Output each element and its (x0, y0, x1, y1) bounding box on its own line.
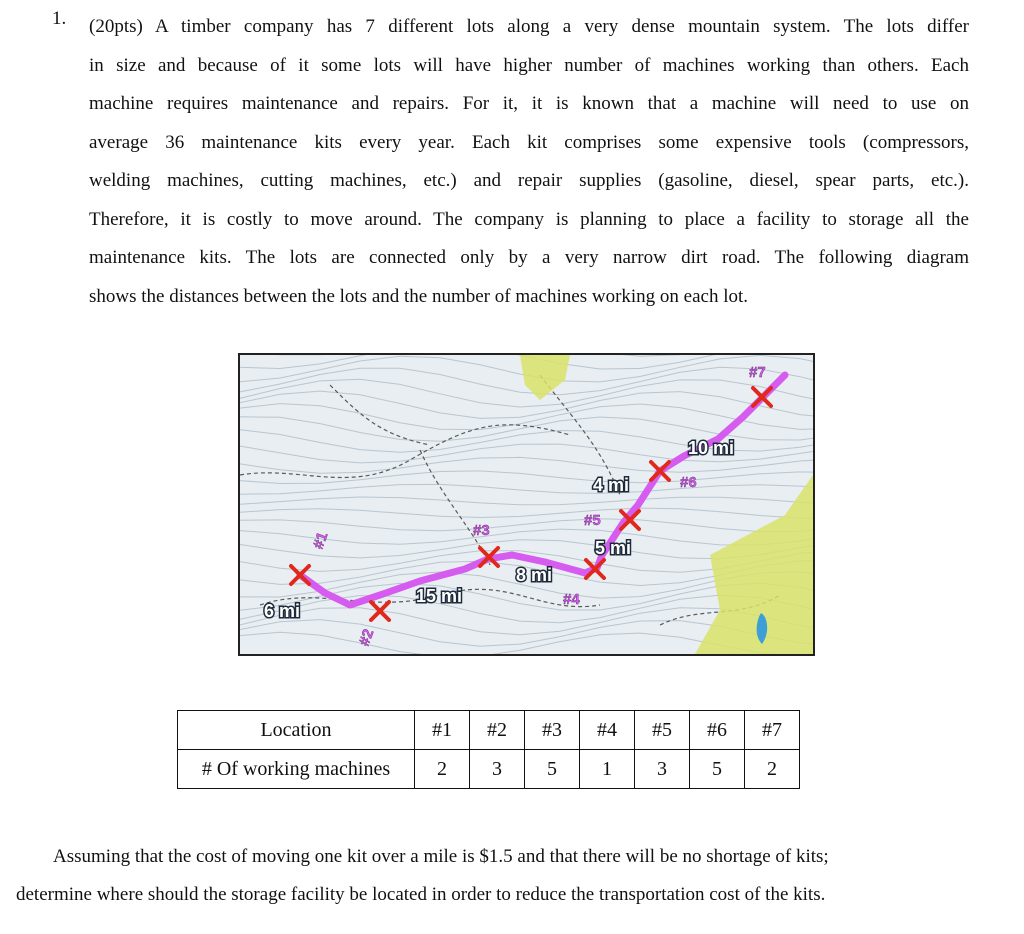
question-text (89, 8, 969, 316)
machines-table (177, 710, 800, 789)
footer-line: Assuming that the cost of moving one kit over a mile is $1.5 and that there will be no shortage of kits; (53, 846, 829, 867)
table-cell: 3 (470, 750, 525, 789)
table-cell: 3 (635, 750, 690, 789)
table-cell: 1 (580, 750, 635, 789)
table-header-location: Location (178, 711, 415, 750)
question-line: average 36 maintenance kits every year. Each kit comprises some expensive tools (compressors, (89, 131, 969, 153)
table-row (178, 711, 800, 750)
table-cell: #2 (470, 711, 525, 750)
question-line: maintenance kits. The lots are connected only by a very narrow dirt road. The following diagram (89, 247, 969, 268)
table-cell: #7 (745, 711, 800, 750)
table-cell: 5 (690, 750, 745, 789)
question-line: machine requires maintenance and repairs. For it, it is known that a machine will need to use on (89, 93, 969, 114)
table-cell: #6 (690, 711, 745, 750)
question-number: 1. (52, 8, 67, 29)
table-header-machines: # Of working machines (178, 750, 415, 789)
lot-label: #5 (584, 512, 601, 529)
distance-label: 8 mi (516, 565, 553, 585)
table-cell: 5 (525, 750, 580, 789)
lot-map (238, 353, 815, 656)
lot-label: #1 (309, 529, 332, 552)
lot-label: #2 (355, 626, 378, 649)
table-row (178, 750, 800, 789)
lot-label: #7 (749, 364, 766, 381)
question-line: in size and because of it some lots will have higher number of machines working than others. Each (89, 54, 969, 76)
lot-label: #3 (473, 522, 490, 539)
table-cell: #3 (525, 711, 580, 750)
distance-label: 15 mi (416, 586, 463, 606)
table-cell: #4 (580, 711, 635, 750)
footer-line: determine where should the storage facility be located in order to reduce the transportation cost of the kits. (16, 884, 826, 905)
table-cell: 2 (415, 750, 470, 789)
table-cell: #5 (635, 711, 690, 750)
question-line: welding machines, cutting machines, etc.) and repair supplies (gasoline, diesel, spear parts, etc.). (89, 170, 969, 191)
distance-label: 5 mi (595, 538, 632, 558)
map-svg (240, 355, 813, 654)
question-line: shows the distances between the lots and the number of machines working on each lot. (89, 285, 749, 307)
distance-label: 10 mi (688, 438, 735, 458)
question-line: Therefore, it is costly to move around. The company is planning to place a facility to storage all the (89, 208, 969, 230)
table-cell: 2 (745, 750, 800, 789)
distance-label: 4 mi (593, 475, 630, 495)
distance-label: 6 mi (264, 601, 301, 621)
lot-label: #6 (680, 474, 697, 491)
question-line: (20pts) A timber company has 7 different lots along a very dense mountain system. The lots differ (89, 16, 969, 37)
lot-label: #4 (563, 591, 580, 608)
table-cell: #1 (415, 711, 470, 750)
